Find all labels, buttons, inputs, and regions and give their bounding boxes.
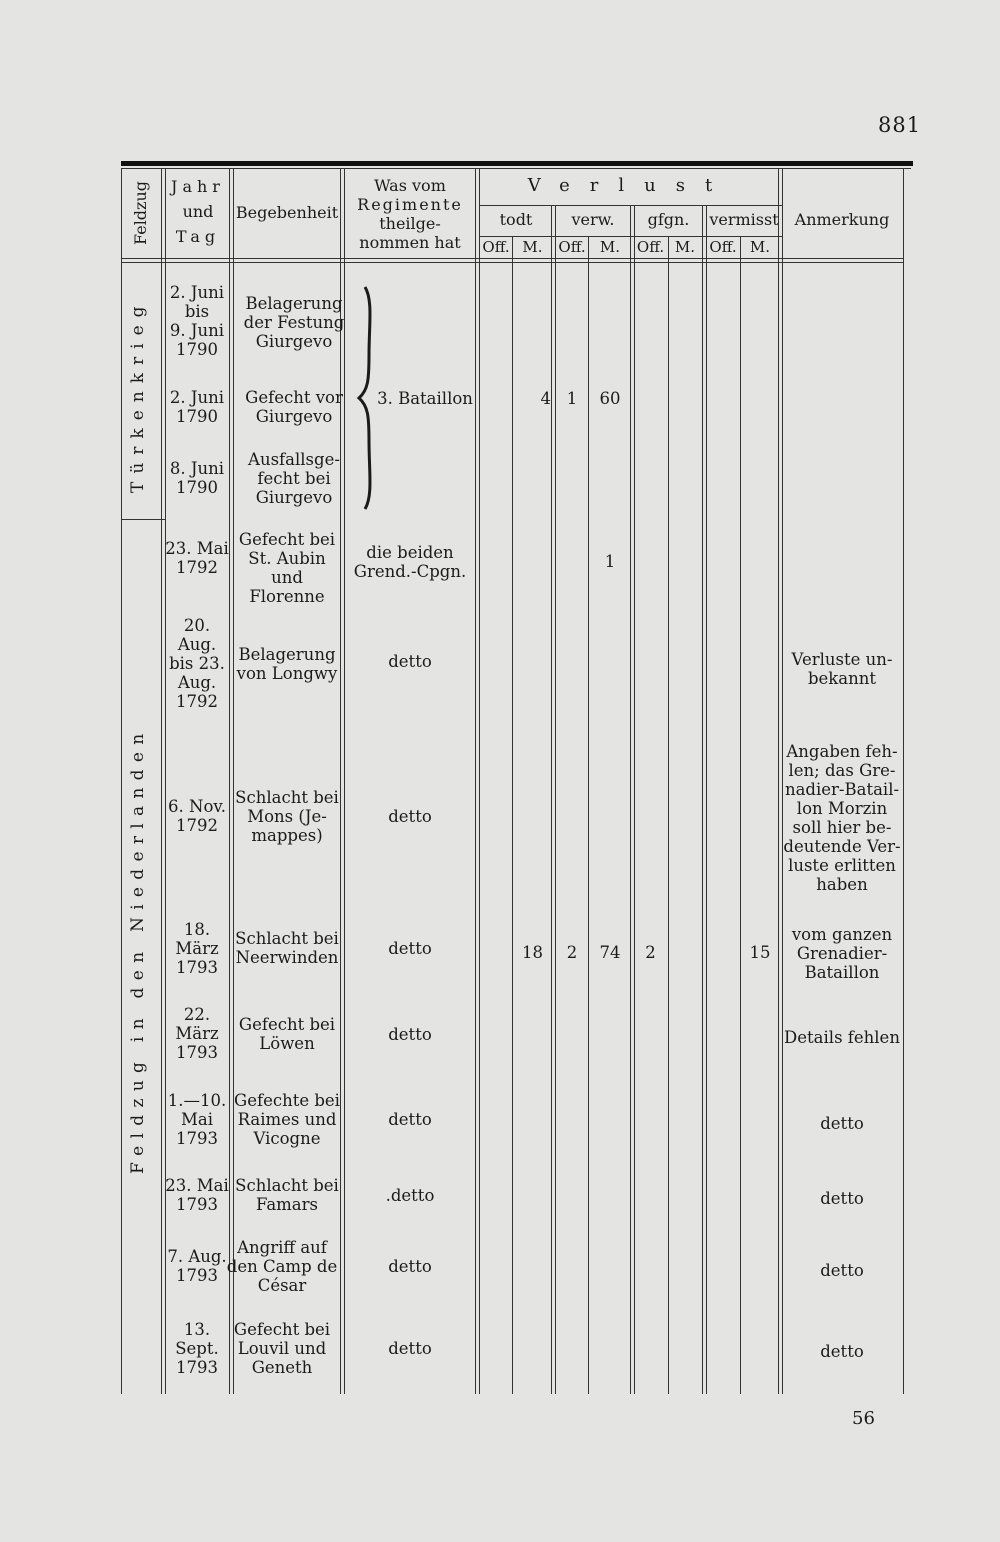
event-line: Belagerung <box>245 294 343 313</box>
note-line: detto <box>820 1189 864 1208</box>
event-line: Famars <box>255 1195 318 1214</box>
date-line: 1793 <box>176 1195 218 1214</box>
header-was-vom-4: nommen hat <box>359 233 461 252</box>
date-line: Mai <box>180 1110 213 1129</box>
verw-m-cell: 74 <box>599 943 621 962</box>
date-line: 2. Juni <box>169 283 225 302</box>
event-line: fecht bei <box>257 469 331 488</box>
verw-off-cell: 1 <box>566 389 578 408</box>
header-m-2: M. <box>599 238 621 256</box>
date-line: 9. Juni <box>169 321 225 340</box>
date-line: 1793 <box>176 958 218 977</box>
event-line: Schlacht bei <box>235 788 339 807</box>
date-line: 1792 <box>176 692 218 711</box>
event-line: mappes) <box>251 826 323 845</box>
note-line: Grenadier- <box>796 944 888 963</box>
event-line: den Camp de <box>226 1257 338 1276</box>
unit-cell: detto <box>388 939 432 958</box>
todt-m-cell: 4 <box>540 389 551 408</box>
date-line: 22. <box>183 1005 211 1024</box>
event-line: César <box>257 1276 307 1295</box>
date-line: Aug. <box>177 635 217 654</box>
note-line: deutende Ver- <box>783 837 901 856</box>
note-line: vom ganzen <box>791 925 893 944</box>
date-line: 23. Mai <box>165 539 229 558</box>
header-todt: todt <box>499 210 533 229</box>
verw-m-cell: 1 <box>604 552 616 571</box>
verw-m-cell: 60 <box>599 389 621 408</box>
vermisst-m-cell: 15 <box>749 943 771 962</box>
header-was-vom-2: Regimente <box>357 195 463 214</box>
note-line: Details fehlen <box>784 1028 900 1047</box>
date-line: Aug. <box>177 673 217 692</box>
event-line: Vicogne <box>253 1129 321 1148</box>
header-m-4: M. <box>749 238 771 256</box>
date-line: 1792 <box>176 558 218 577</box>
header-was-vom-1: Was vom <box>374 176 446 195</box>
event-line: Louvil und <box>237 1339 327 1358</box>
unit-cell: detto <box>388 1025 432 1044</box>
date-line: 1790 <box>176 340 218 359</box>
note-line: nadier-Batail- <box>784 780 900 799</box>
header-tag: Tag <box>175 227 221 246</box>
event-line: der Festung <box>243 313 345 332</box>
date-line: 1792 <box>176 816 218 835</box>
header-off-2: Off. <box>558 238 586 256</box>
header-off-3: Off. <box>636 238 665 256</box>
page-number: 881 <box>878 113 922 137</box>
event-line: Neerwinden <box>235 948 339 967</box>
event-line: Raimes und <box>237 1110 337 1129</box>
unit-line: die beiden <box>366 543 454 562</box>
date-line: 23. Mai <box>165 1176 229 1195</box>
header-vermisst: vermisst <box>709 210 779 229</box>
note-line: lon Morzin <box>796 799 888 818</box>
date-line: 1790 <box>176 478 218 497</box>
note-line: luste erlitten <box>788 856 896 875</box>
unit-cell: 3. Bataillon <box>377 389 473 408</box>
header-begebenheit: Begebenheit <box>235 203 339 222</box>
unit-cell: .detto <box>385 1186 435 1205</box>
date-line: 8. Juni <box>169 459 225 478</box>
event-line: Gefecht bei <box>233 1320 331 1339</box>
header-m-3: M. <box>674 238 696 256</box>
header-off-4: Off. <box>709 238 737 256</box>
date-line: März <box>175 1024 219 1043</box>
event-line: Geneth <box>251 1358 313 1377</box>
event-line: Belagerung <box>238 645 336 664</box>
note-line: len; das Gre- <box>788 761 896 780</box>
header-gfgn: gfgn. <box>647 210 690 229</box>
date-line: Sept. <box>175 1339 219 1358</box>
header-und: und <box>182 202 214 221</box>
date-line: 1793 <box>176 1266 218 1285</box>
unit-cell: detto <box>388 1110 432 1129</box>
unit-cell: detto <box>388 1339 432 1358</box>
header-was-vom-3: theilge- <box>379 214 441 233</box>
date-line: 2. Juni <box>169 388 225 407</box>
unit-cell: detto <box>388 807 432 826</box>
date-line: 1793 <box>176 1358 218 1377</box>
note-line: detto <box>820 1114 864 1133</box>
event-line: Giurgevo <box>255 488 333 507</box>
header-anmerkung: Anmerkung <box>794 210 890 229</box>
date-line: 1793 <box>176 1043 218 1062</box>
event-line: Florenne <box>249 587 325 606</box>
date-line: 7. Aug. <box>167 1247 227 1266</box>
date-line: 1.—10. <box>167 1091 227 1110</box>
event-line: Giurgevo <box>255 407 333 426</box>
note-line: detto <box>820 1342 864 1361</box>
date-line: bis <box>184 302 210 321</box>
event-line: Angriff auf <box>237 1238 327 1257</box>
campaign-tuerkenkrieg: Türkenkrieg <box>128 298 148 494</box>
event-line: Löwen <box>259 1034 315 1053</box>
gfgn-off-cell: 2 <box>645 943 656 962</box>
event-line: Giurgevo <box>255 332 333 351</box>
event-line: Gefechte bei <box>234 1091 340 1110</box>
header-verw: verw. <box>571 210 615 229</box>
note-line: Angaben feh- <box>786 742 898 761</box>
date-line: 1793 <box>176 1129 218 1148</box>
unit-cell: detto <box>388 652 432 671</box>
event-line: von Longwy <box>236 664 338 683</box>
note-line: Bataillon <box>804 963 880 982</box>
header-verlust: Verlust <box>527 175 733 196</box>
unit-cell: detto <box>388 1257 432 1276</box>
event-line: Mons (Je- <box>247 807 327 826</box>
campaign-niederlanden: Feldzug in den Niederlanden <box>128 726 148 1174</box>
date-line: 6. Nov. <box>168 797 226 816</box>
date-line: bis 23. <box>169 654 225 673</box>
note-line: bekannt <box>807 669 877 688</box>
header-off-1: Off. <box>482 238 510 256</box>
date-line: 13. <box>183 1320 211 1339</box>
todt-m-cell: 18 <box>522 943 543 962</box>
event-line: Ausfallsge- <box>248 450 340 469</box>
sheet-number: 56 <box>852 1408 875 1429</box>
unit-line: Grend.-Cpgn. <box>353 562 467 581</box>
header-jahr: Jahr <box>171 177 225 196</box>
note-line: detto <box>820 1261 864 1280</box>
event-line: Schlacht bei <box>235 929 339 948</box>
event-line: Gefecht vor <box>245 388 343 407</box>
event-line: Gefecht bei <box>238 530 336 549</box>
date-line: 1790 <box>176 407 218 426</box>
note-line: soll hier be- <box>792 818 892 837</box>
heavy-top-rule <box>121 161 913 166</box>
event-line: St. Aubin und <box>248 549 326 587</box>
note-line: Verluste un- <box>791 650 893 669</box>
date-line: 18. <box>183 920 211 939</box>
verw-off-cell: 2 <box>566 943 578 962</box>
header-feldzug: Feldzug <box>131 180 150 246</box>
date-line: März <box>175 939 219 958</box>
event-line: Gefecht bei <box>238 1015 336 1034</box>
note-line: haben <box>816 875 868 894</box>
header-m-1: M. <box>522 238 543 256</box>
date-line: 20. <box>183 616 211 635</box>
event-line: Schlacht bei <box>235 1176 339 1195</box>
